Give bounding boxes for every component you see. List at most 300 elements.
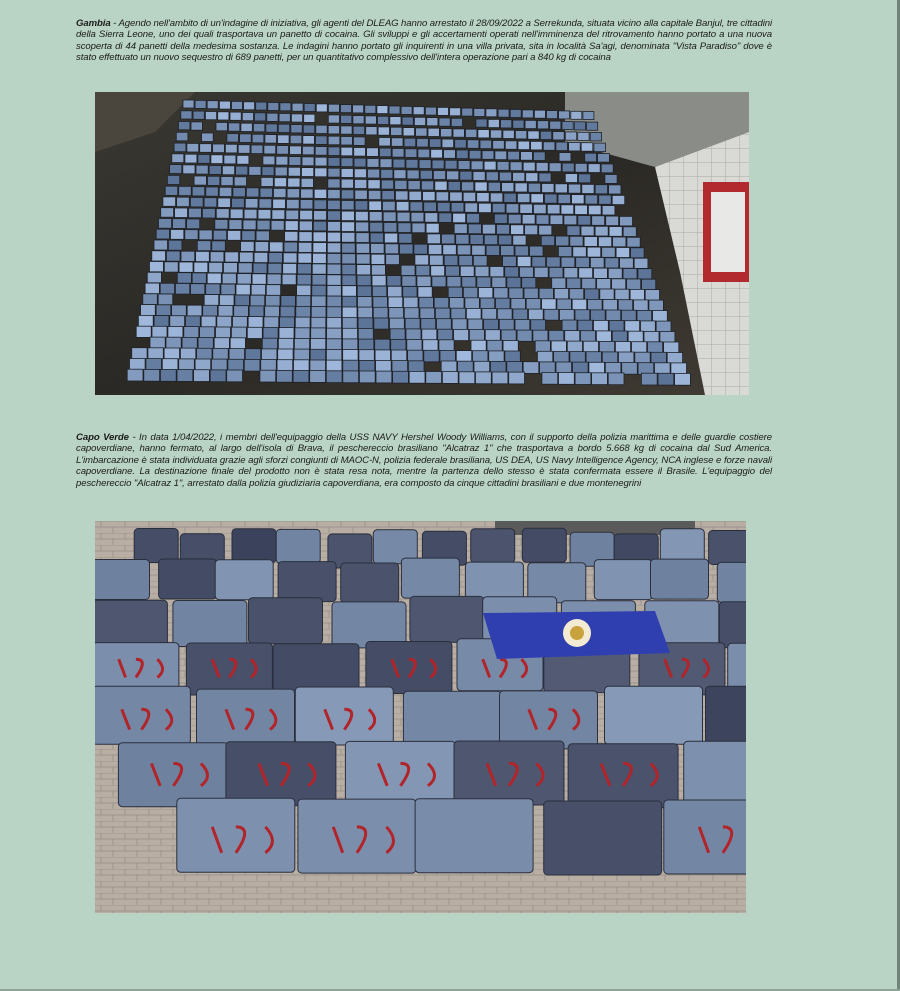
package — [170, 165, 182, 174]
package — [181, 251, 195, 261]
package — [284, 242, 298, 252]
package — [342, 211, 355, 221]
package — [564, 268, 578, 278]
package — [561, 205, 574, 214]
package — [421, 319, 436, 330]
package — [148, 348, 163, 360]
package — [190, 198, 203, 207]
package — [312, 264, 326, 274]
package — [559, 153, 571, 162]
package — [394, 170, 406, 179]
package — [222, 273, 236, 284]
package — [195, 359, 211, 371]
package — [448, 287, 462, 298]
package — [513, 120, 524, 128]
package — [250, 295, 265, 306]
package — [463, 192, 476, 201]
package — [530, 246, 544, 256]
package — [632, 342, 647, 353]
package — [228, 231, 241, 241]
package — [556, 142, 568, 151]
package — [479, 203, 492, 212]
package — [161, 208, 174, 218]
package — [482, 224, 495, 234]
package — [288, 178, 300, 187]
package — [468, 319, 483, 330]
package — [252, 274, 266, 285]
package — [396, 191, 409, 200]
package — [253, 124, 264, 132]
package — [327, 307, 342, 318]
package — [275, 167, 287, 176]
package — [445, 160, 457, 169]
package — [511, 225, 524, 235]
package — [376, 361, 392, 373]
package — [623, 269, 637, 279]
package — [358, 307, 373, 318]
package — [511, 298, 526, 309]
package — [556, 362, 572, 374]
package — [328, 179, 340, 188]
package — [369, 212, 382, 222]
package — [390, 318, 405, 329]
photo-courtyard-drawing — [95, 92, 749, 395]
package — [523, 162, 535, 171]
package — [196, 165, 208, 174]
package — [173, 219, 186, 229]
package — [536, 215, 549, 225]
package — [328, 136, 340, 145]
package — [152, 251, 166, 261]
package — [426, 372, 442, 384]
package — [525, 120, 536, 128]
package — [559, 373, 575, 385]
package — [482, 151, 494, 160]
package — [660, 332, 675, 343]
package — [671, 363, 687, 375]
package — [296, 296, 311, 307]
package — [573, 247, 587, 257]
package — [540, 131, 551, 139]
package — [562, 320, 577, 331]
package — [510, 162, 522, 171]
package — [245, 349, 260, 361]
package — [463, 287, 477, 298]
package — [217, 316, 232, 327]
photo-bales-drawing — [95, 521, 746, 913]
package — [419, 297, 434, 308]
package — [503, 341, 518, 352]
package — [460, 171, 472, 180]
package — [585, 153, 597, 162]
package — [437, 319, 452, 330]
package — [248, 317, 263, 328]
package — [295, 317, 310, 328]
package — [499, 235, 512, 245]
package — [369, 201, 382, 210]
package — [625, 321, 640, 332]
package — [266, 295, 281, 306]
package — [588, 299, 603, 310]
package — [430, 255, 444, 265]
bale — [401, 558, 459, 598]
bale — [660, 529, 704, 563]
package — [569, 142, 581, 151]
package — [432, 276, 446, 287]
package — [558, 247, 572, 257]
package — [507, 277, 521, 288]
package — [567, 341, 582, 352]
package — [409, 371, 425, 383]
package — [572, 299, 587, 310]
package — [522, 110, 533, 118]
package — [615, 342, 630, 353]
package — [503, 256, 517, 266]
package — [509, 372, 525, 384]
bale — [134, 529, 178, 563]
package — [389, 106, 400, 114]
package — [327, 254, 341, 264]
package — [505, 141, 517, 150]
package — [164, 348, 179, 360]
package — [561, 257, 575, 267]
package — [442, 234, 455, 244]
package — [501, 120, 512, 128]
package — [539, 173, 551, 182]
package — [265, 306, 280, 317]
package — [218, 306, 233, 317]
package — [404, 138, 416, 147]
bale — [709, 531, 746, 565]
package — [537, 351, 552, 363]
package — [594, 268, 608, 278]
package — [592, 216, 605, 226]
package — [158, 294, 173, 305]
paragraph-gambia — [76, 18, 772, 64]
package — [297, 274, 311, 285]
package — [528, 131, 539, 139]
package — [375, 350, 390, 362]
package — [294, 360, 310, 372]
package — [191, 122, 202, 130]
package — [342, 318, 357, 329]
package — [192, 187, 205, 196]
package — [431, 149, 443, 158]
package — [515, 320, 530, 331]
package — [641, 373, 657, 385]
package — [203, 305, 218, 316]
package — [283, 264, 297, 274]
package — [315, 157, 327, 166]
package — [545, 194, 558, 203]
package — [312, 285, 326, 296]
package — [462, 277, 476, 288]
package — [635, 352, 650, 364]
bale — [522, 528, 566, 562]
package — [390, 117, 401, 125]
bale — [706, 686, 747, 744]
package — [160, 370, 176, 382]
package — [328, 126, 339, 134]
package — [234, 306, 249, 317]
package — [240, 134, 252, 143]
package — [265, 135, 277, 144]
package — [303, 125, 314, 133]
bale — [249, 598, 323, 644]
package — [216, 123, 227, 131]
package — [385, 244, 399, 254]
package — [578, 216, 591, 226]
package — [584, 237, 597, 247]
package — [469, 330, 484, 341]
package — [175, 208, 188, 218]
bale — [651, 559, 709, 599]
package — [310, 360, 326, 372]
package — [179, 359, 195, 371]
package — [177, 197, 190, 206]
package — [370, 222, 383, 232]
package — [298, 242, 312, 252]
package — [376, 371, 392, 383]
package — [413, 107, 424, 115]
package — [534, 110, 545, 118]
package — [262, 338, 277, 349]
package — [582, 278, 596, 289]
package — [294, 349, 309, 361]
package — [490, 193, 503, 202]
package — [218, 112, 229, 120]
package — [300, 200, 313, 209]
package — [615, 289, 629, 300]
package — [581, 226, 594, 236]
package — [418, 149, 430, 158]
package — [492, 372, 508, 384]
package — [544, 309, 559, 320]
package — [168, 240, 182, 250]
package — [342, 222, 355, 232]
package — [208, 176, 220, 185]
package — [649, 300, 664, 311]
package — [313, 221, 326, 231]
package — [509, 288, 523, 299]
package — [479, 288, 493, 299]
package — [368, 169, 380, 178]
package — [287, 189, 300, 198]
package — [313, 243, 327, 253]
package — [342, 286, 356, 297]
package — [373, 307, 388, 318]
package — [146, 359, 162, 371]
package — [276, 156, 288, 165]
bale — [410, 596, 484, 642]
package — [675, 373, 691, 385]
package — [216, 209, 229, 219]
package — [550, 121, 561, 129]
package — [471, 161, 483, 170]
package — [496, 298, 511, 309]
package — [599, 195, 612, 204]
package — [490, 361, 506, 373]
package — [547, 111, 558, 119]
package — [486, 245, 500, 255]
package — [497, 225, 510, 235]
package — [454, 329, 469, 340]
package — [277, 360, 293, 372]
package — [193, 111, 204, 119]
package — [585, 289, 599, 300]
package — [246, 188, 259, 197]
package — [627, 237, 640, 247]
package — [490, 130, 501, 138]
package — [622, 363, 638, 375]
package — [200, 327, 215, 338]
package — [620, 216, 633, 226]
package — [233, 316, 248, 327]
package — [609, 185, 621, 194]
package — [359, 371, 375, 383]
package — [328, 211, 341, 221]
package — [298, 253, 312, 263]
package — [228, 359, 244, 371]
package — [658, 373, 674, 385]
package — [215, 220, 228, 230]
package — [549, 330, 564, 341]
package — [435, 181, 447, 190]
package — [578, 320, 593, 331]
package — [597, 279, 611, 290]
package — [393, 371, 409, 383]
package — [270, 242, 284, 252]
bale — [568, 744, 678, 808]
package — [590, 258, 604, 268]
package — [641, 321, 656, 332]
package — [177, 370, 193, 382]
package — [238, 263, 252, 273]
package — [531, 320, 546, 331]
package — [421, 181, 433, 190]
package — [147, 272, 161, 283]
package — [587, 247, 601, 257]
bale — [298, 799, 416, 873]
package — [391, 127, 402, 135]
package — [613, 237, 626, 247]
package — [482, 309, 497, 320]
package — [382, 191, 395, 200]
package — [401, 106, 412, 114]
package — [456, 351, 471, 363]
package — [405, 318, 420, 329]
package — [187, 143, 199, 152]
package — [252, 134, 264, 143]
package — [618, 300, 633, 311]
package — [355, 179, 367, 188]
package — [540, 362, 556, 374]
package — [273, 199, 286, 208]
package — [141, 305, 156, 316]
package — [195, 100, 206, 108]
package — [256, 102, 267, 110]
bale — [471, 529, 515, 563]
package — [484, 161, 496, 170]
heading-capo-verde: Capo Verde — [76, 431, 129, 443]
package — [289, 157, 301, 166]
package — [268, 103, 279, 111]
package — [285, 221, 298, 231]
bale — [95, 686, 190, 744]
package — [234, 177, 246, 186]
package — [458, 161, 470, 170]
package — [172, 305, 187, 316]
package — [384, 223, 397, 233]
package — [355, 190, 368, 199]
package — [444, 150, 456, 159]
text-gambia: - Agendo nell'ambito di un'indagine di iniziativa, gli agenti del DLEAG hanno arrestato il 28/09/2022 a Serrekunda, situata vicino alla capitale Banjul, tre cittadini della Sierra Leone, uno dei quali trasportava un panetto di cocaina. Gli sviluppi e gli accertamenti operati nell'imminenza del ritrovamento hanno portato a una nuova scoperta di 44 panetti della medesima sostanza. Le indagini hanno portato gli inquirenti in una villa privata, sita in località Sa'agi, denominata "Vista Paradiso" dove è stato effettuato un nuovo sequestro di 689 panetti, per un quantitativo complessivo dell'intera operazione pari a 840 kg di cocaina — [76, 17, 772, 64]
package — [386, 254, 400, 264]
package — [343, 339, 358, 350]
package — [451, 203, 464, 212]
package — [314, 189, 327, 198]
package — [588, 205, 601, 214]
package — [435, 308, 450, 319]
package — [438, 107, 449, 115]
bale — [186, 643, 272, 695]
package — [442, 139, 454, 148]
package — [477, 193, 490, 202]
package — [298, 264, 312, 274]
package — [290, 146, 302, 155]
package — [294, 339, 309, 350]
package — [144, 369, 160, 381]
package — [448, 182, 460, 191]
package — [180, 348, 195, 360]
package — [437, 202, 450, 211]
package — [274, 178, 286, 187]
package — [415, 255, 429, 265]
package — [373, 297, 388, 308]
package — [183, 165, 195, 174]
package — [404, 308, 419, 319]
package — [240, 252, 254, 262]
package — [379, 138, 391, 147]
package — [539, 225, 552, 235]
package — [316, 104, 327, 112]
package — [420, 170, 432, 179]
bale — [345, 741, 455, 805]
package — [227, 134, 239, 143]
package — [581, 331, 596, 342]
package — [473, 256, 487, 266]
package — [533, 152, 545, 161]
package — [474, 109, 485, 117]
package — [583, 112, 594, 120]
package — [434, 298, 449, 309]
package — [202, 209, 215, 219]
package — [263, 328, 278, 339]
package — [245, 199, 258, 208]
package — [261, 177, 273, 186]
package — [291, 114, 302, 122]
package — [379, 148, 391, 157]
package — [489, 351, 504, 363]
package — [565, 331, 580, 342]
package — [575, 205, 588, 214]
package — [375, 339, 390, 350]
package — [311, 328, 326, 339]
package — [631, 248, 645, 258]
package — [402, 117, 413, 125]
package — [590, 133, 601, 141]
package — [474, 361, 490, 373]
